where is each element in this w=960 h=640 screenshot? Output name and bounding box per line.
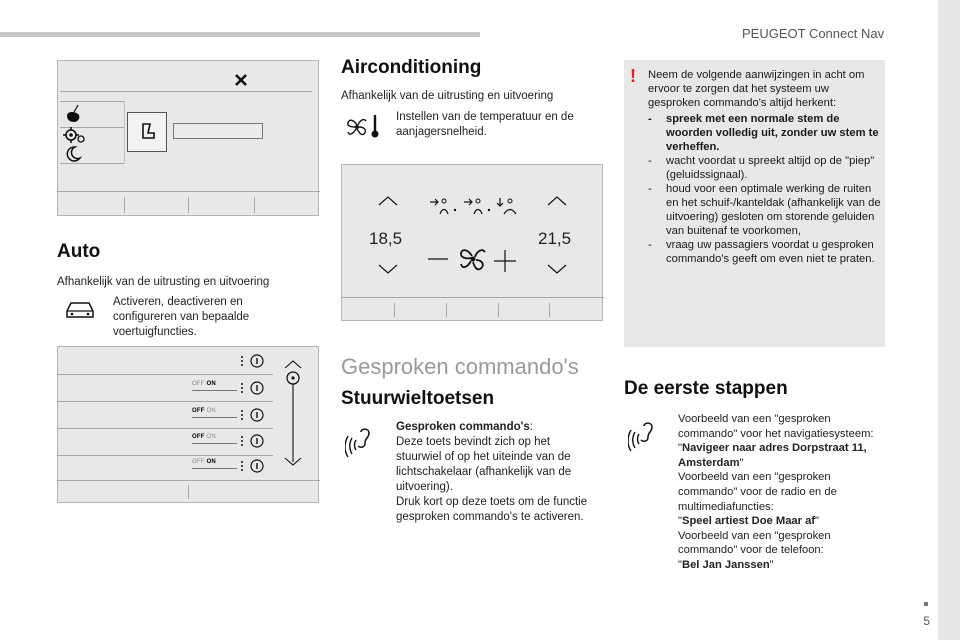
toggle-3[interactable]: OFF ON <box>192 434 238 446</box>
example-nav-command: Navigeer naar adres Dorpstraat 11, Amsterdam <box>678 442 867 469</box>
warning-icon: ! <box>630 66 636 86</box>
voice-item-line-1: Deze toets bevindt zich op het stuurwiel of op het uiteinde van de lichtschakelaar (afhankelijk van de uitvoering). <box>396 436 572 493</box>
example-radio-command: Speel artiest Doe Maar af <box>681 515 816 528</box>
thermometer-icon <box>369 113 381 139</box>
voice-item-title: Gesproken commando's <box>396 421 530 433</box>
info-icon[interactable] <box>250 434 264 448</box>
fan-plus-icon[interactable] <box>494 250 516 272</box>
header-title: PEUGEOT Connect Nav <box>742 26 885 41</box>
tip-list <box>648 112 884 266</box>
temp-right-down-icon[interactable] <box>546 263 568 275</box>
air-distribution-icon[interactable] <box>428 196 520 218</box>
tip-box <box>624 60 885 347</box>
temp-right-up-icon[interactable] <box>546 195 568 207</box>
menu-dots-icon[interactable] <box>240 435 244 447</box>
info-icon[interactable] <box>250 354 264 368</box>
info-icon[interactable] <box>250 381 264 395</box>
tip-item: - spreek met een normale stem de woorden volledig uit, zonder uw stem te verheffen. <box>648 113 879 153</box>
auto-subtitle: Afhankelijk van de uitrusting en uitvoering <box>57 276 270 288</box>
voice-item-line-2: Druk kort op deze toets om de functie gesproken commando's te activeren. <box>396 496 588 523</box>
voice-item: Gesproken commando's: Deze toets bevindt zich op het stuurwiel of op het uiteinde van de lichtschakelaar (afhankelijk van de uitvoering). Druk kort op deze toets om de functie gesproken commando's te activeren. <box>396 421 588 523</box>
tip-item: - houd voor een optimale werking de ruiten en het schuif-/kanteldak (afhankelijk van de uitvoering) gesloten om storende geluiden van buitenaf te voorkomen, <box>648 183 881 237</box>
top-rule <box>0 32 480 37</box>
tip-item: - vraag uw passagiers voordat u gesproken commando's geeft om even niet te praten. <box>648 239 875 265</box>
fan-speed-icon <box>457 243 489 275</box>
menu-dots-icon[interactable] <box>240 355 244 367</box>
seat-icon <box>137 121 159 143</box>
first-steps-title: De eerste stappen <box>624 378 788 399</box>
menu-dots-icon[interactable] <box>240 409 244 421</box>
fan-icon <box>345 115 371 139</box>
aircon-title: Airconditioning <box>341 57 482 78</box>
toggle-4[interactable]: OFF ON <box>192 459 238 471</box>
temp-left-value: 18,5 <box>369 229 403 248</box>
fan-minus-icon[interactable] <box>428 257 448 261</box>
close-icon[interactable] <box>234 73 248 87</box>
auto-description: Activeren, deactiveren en configureren van bepaalde voertuigfuncties. <box>113 296 250 338</box>
info-icon[interactable] <box>250 408 264 422</box>
profile-tile[interactable] <box>127 112 167 152</box>
voice-command-icon <box>628 418 662 452</box>
aircon-description: Instellen van de temperatuur en de aanjagersnelheid. <box>396 111 574 138</box>
auto-title: Auto <box>57 241 101 262</box>
page-marker <box>924 602 928 606</box>
menu-dots-icon[interactable] <box>240 382 244 394</box>
auto-screen-panel <box>57 346 319 503</box>
tip-intro: Neem de volgende aanwijzingen in acht om ervoor te zorgen dat het systeem uw gesproken commando's altijd herkent: <box>648 69 865 109</box>
voice-section-title: Gesproken commando's <box>341 354 579 379</box>
page-number: 5 <box>923 614 930 628</box>
settings-screen-panel <box>57 60 319 216</box>
menu-dots-icon[interactable] <box>240 460 244 472</box>
car-icon <box>63 297 97 321</box>
temp-left-up-icon[interactable] <box>377 195 399 207</box>
moon-icon[interactable] <box>64 145 82 163</box>
temp-right-value: 21,5 <box>538 229 572 248</box>
first-steps-examples: Voorbeeld van een "gesproken commando" voor het navigatiesysteem: "Navigeer naar adres Dorpstraat 11, Amsterdam" Voorbeeld van een "gesproken commando" voor de radio en de multimediafuncties: "Speel artiest Doe Maar af" Voorbeeld van een "gesproken commando" voor de telefoon: "Bel Jan Janssen" <box>678 413 874 571</box>
info-icon[interactable] <box>250 459 264 473</box>
tip-item: - wacht voordat u spreekt altijd op de "piep" (geluidssignaal). <box>648 155 875 181</box>
profile-name-field[interactable] <box>173 123 263 139</box>
side-strip <box>938 0 960 640</box>
settings-icon[interactable] <box>62 125 86 145</box>
toggle-1[interactable]: OFF ON <box>192 381 238 393</box>
toggle-2[interactable]: OFF ON <box>192 408 238 420</box>
aircon-subtitle: Afhankelijk van de uitrusting en uitvoering <box>341 90 554 102</box>
voice-command-icon <box>345 424 379 458</box>
scroll-slider[interactable] <box>282 358 304 468</box>
temp-left-down-icon[interactable] <box>377 263 399 275</box>
palette-icon[interactable] <box>64 103 86 125</box>
voice-subsection-title: Stuurwieltoetsen <box>341 388 495 409</box>
example-phone-command: Bel Jan Janssen <box>681 558 770 571</box>
